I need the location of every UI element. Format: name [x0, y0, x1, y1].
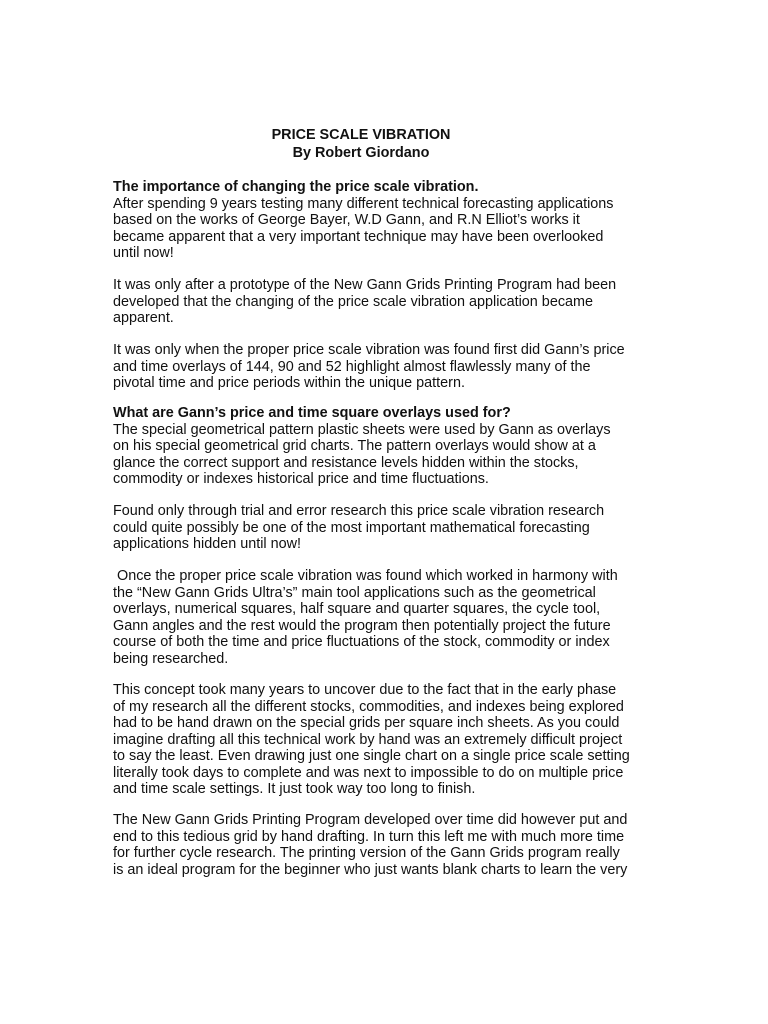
- text-line: for further cycle research. The printing version of the Gann Grids program really: [113, 845, 620, 861]
- text-line: end to this tedious grid by hand drafting. In turn this left me with much more time: [113, 828, 625, 845]
- text-line: applications hidden until now!: [113, 536, 302, 552]
- text-line: pivotal time and price periods within the unique pattern.: [113, 375, 465, 391]
- text-line: glance the correct support and resistance levels hidden within the stocks,: [113, 454, 579, 471]
- paragraph-trial-error: [113, 503, 653, 553]
- text-line: is an ideal program for the beginner who just wants blank charts to learn the very: [113, 861, 628, 878]
- text-line: had to be hand drawn on the special grids per square inch sheets. As you could: [113, 715, 620, 731]
- text-line: the “New Gann Grids Ultra’s” main tool applications such as the geometrical: [113, 584, 596, 601]
- text-line: Found only through trial and error research this price scale vibration research: [113, 503, 605, 519]
- text-line: to say the least. Even drawing just one single chart on a single price scale setting: [113, 748, 630, 764]
- paragraph-printing-program: [113, 812, 653, 878]
- text-line: became apparent that a very important technique may have been overlooked: [113, 228, 604, 245]
- text-line: It was only after a prototype of the New Gann Grids Printing Program had been: [113, 277, 617, 293]
- text-line: overlays, numerical squares, half square and quarter squares, the cycle tool,: [113, 601, 601, 617]
- text-line: could quite possibly be one of the most important mathematical forecasting: [113, 519, 590, 536]
- paragraph-prototype: [113, 277, 653, 327]
- document-title: PRICE SCALE VIBRATION: [271, 127, 451, 143]
- text-line: Once the proper price scale vibration was found which worked in harmony with: [113, 568, 618, 584]
- document-author: By Robert Giordano: [292, 145, 430, 161]
- paragraph-overlays: [113, 342, 653, 392]
- text-line: The special geometrical pattern plastic sheets were used by Gann as overlays: [113, 421, 611, 438]
- text-line: course of both the time and price fluctuations of the stock, commodity or index: [113, 634, 610, 650]
- text-line: It was only when the proper price scale vibration was found first did Gann’s price: [113, 342, 625, 358]
- text-line: being researched.: [113, 650, 229, 667]
- text-line: commodity or indexes historical price and time fluctuations.: [113, 471, 489, 487]
- text-line: of my research all the different stocks, commodities, and indexes being explored: [113, 698, 624, 715]
- text-line: and time overlays of 144, 90 and 52 highlight almost flawlessly many of the: [113, 358, 591, 375]
- text-line: After spending 9 years testing many different technical forecasting applications: [113, 195, 614, 212]
- paragraph-harmony: [113, 568, 653, 667]
- paragraph-square-overlays: [113, 405, 653, 488]
- text-line: imagine drafting all this technical work by hand was an extremely difficult project: [113, 731, 623, 748]
- section-heading-square-overlays: What are Gann’s price and time square overlays used for?: [113, 405, 511, 421]
- paragraph-importance: [113, 179, 653, 262]
- text-line: based on the works of George Bayer, W.D Gann, and R.N Elliot’s works it: [113, 212, 580, 228]
- text-line: The New Gann Grids Printing Program developed over time did however put and: [113, 812, 628, 828]
- text-line: on his special geometrical grid charts. The pattern overlays would show at a: [113, 438, 596, 454]
- paragraph-concept: [113, 682, 653, 798]
- text-line: until now!: [113, 245, 174, 261]
- section-heading-importance: The importance of changing the price scale vibration.: [113, 179, 479, 195]
- text-line: apparent.: [113, 310, 174, 326]
- text-line: and time scale settings. It just took way too long to finish.: [113, 781, 476, 797]
- text-line: Gann angles and the rest would the program then potentially project the future: [113, 617, 611, 634]
- text-line: literally took days to complete and was next to impossible to do on multiple price: [113, 764, 624, 781]
- text-line: developed that the changing of the price scale vibration application became: [113, 293, 594, 310]
- text-line: This concept took many years to uncover due to the fact that in the early phase: [113, 682, 617, 698]
